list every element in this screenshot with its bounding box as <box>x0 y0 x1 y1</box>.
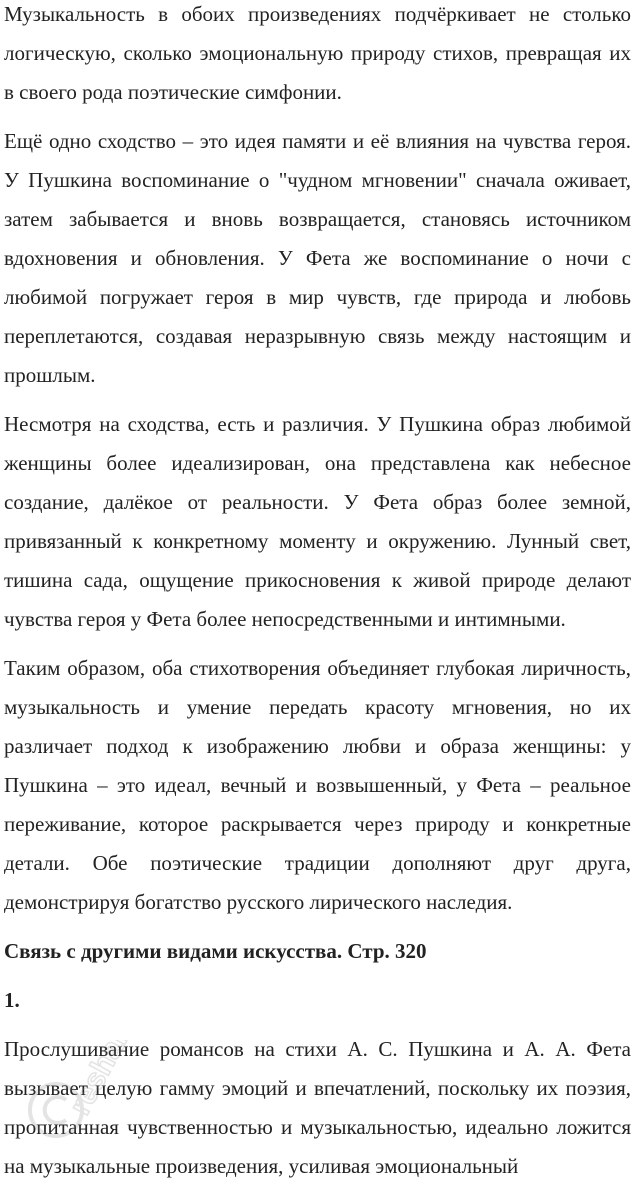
paragraph-romances: Прослушивание романсов на стихи А. С. Пушкина и А. А. Фета вызывает целую гамму эмоций и впечатлений, поскольку их поэзия, пропитанная чувственностью и музыкальностью, идеально ложится на музыкальные произведения, усиливая эмоциональный <box>4 1037 631 1178</box>
paragraph-memory-similarity: Ещё одно сходство – это идея памяти и её влияния на чувства героя. У Пушкина воспоминание о "чудном мгновении" сначала оживает, затем забывается и вновь возвращается, становясь источником вдохновения и обновления. У Фета же воспоминание о ночи с любимой погружает героя в мир чувств, где природа и любовь переплетаются, создавая неразрывную связь между настоящим и прошлым. <box>4 129 631 387</box>
paragraph-differences: Несмотря на сходства, есть и различия. У Пушкина образ любимой женщины более идеализирован, она представлена как небесное создание, далёкое от реальности. У Фета образ более земной, привязанный к конкретному моменту и окружению. Лунный свет, тишина сада, ощущение прикосновения к живой природе делают чувства героя у Фета более непосредственными и интимными. <box>4 412 631 631</box>
document-page <box>4 0 631 1196</box>
section-heading: Связь с другими видами искусства. Стр. 320 <box>4 939 427 963</box>
paragraph-music-symphony: Музыкальность в обоих произведениях подчёркивает не столько логическую, сколько эмоциональную природу стихов, превращая их в своего рода поэтические симфонии. <box>4 2 631 104</box>
paragraph-conclusion: Таким образом, оба стихотворения объединяет глубокая лиричность, музыкальность и умение передать красоту мгновения, но их различает подход к изображению любви и образа женщины: у Пушкина – это идеал, вечный и возвышенный, у Фета – реальное переживание, которое раскрывается через природу и конкретные детали. Обе поэтические традиции дополняют друг друга, демонстрируя богатство русского лирического наследия. <box>4 656 631 914</box>
watermark-text: reshak.ru <box>63 1040 156 1121</box>
item-number: 1. <box>4 988 20 1012</box>
